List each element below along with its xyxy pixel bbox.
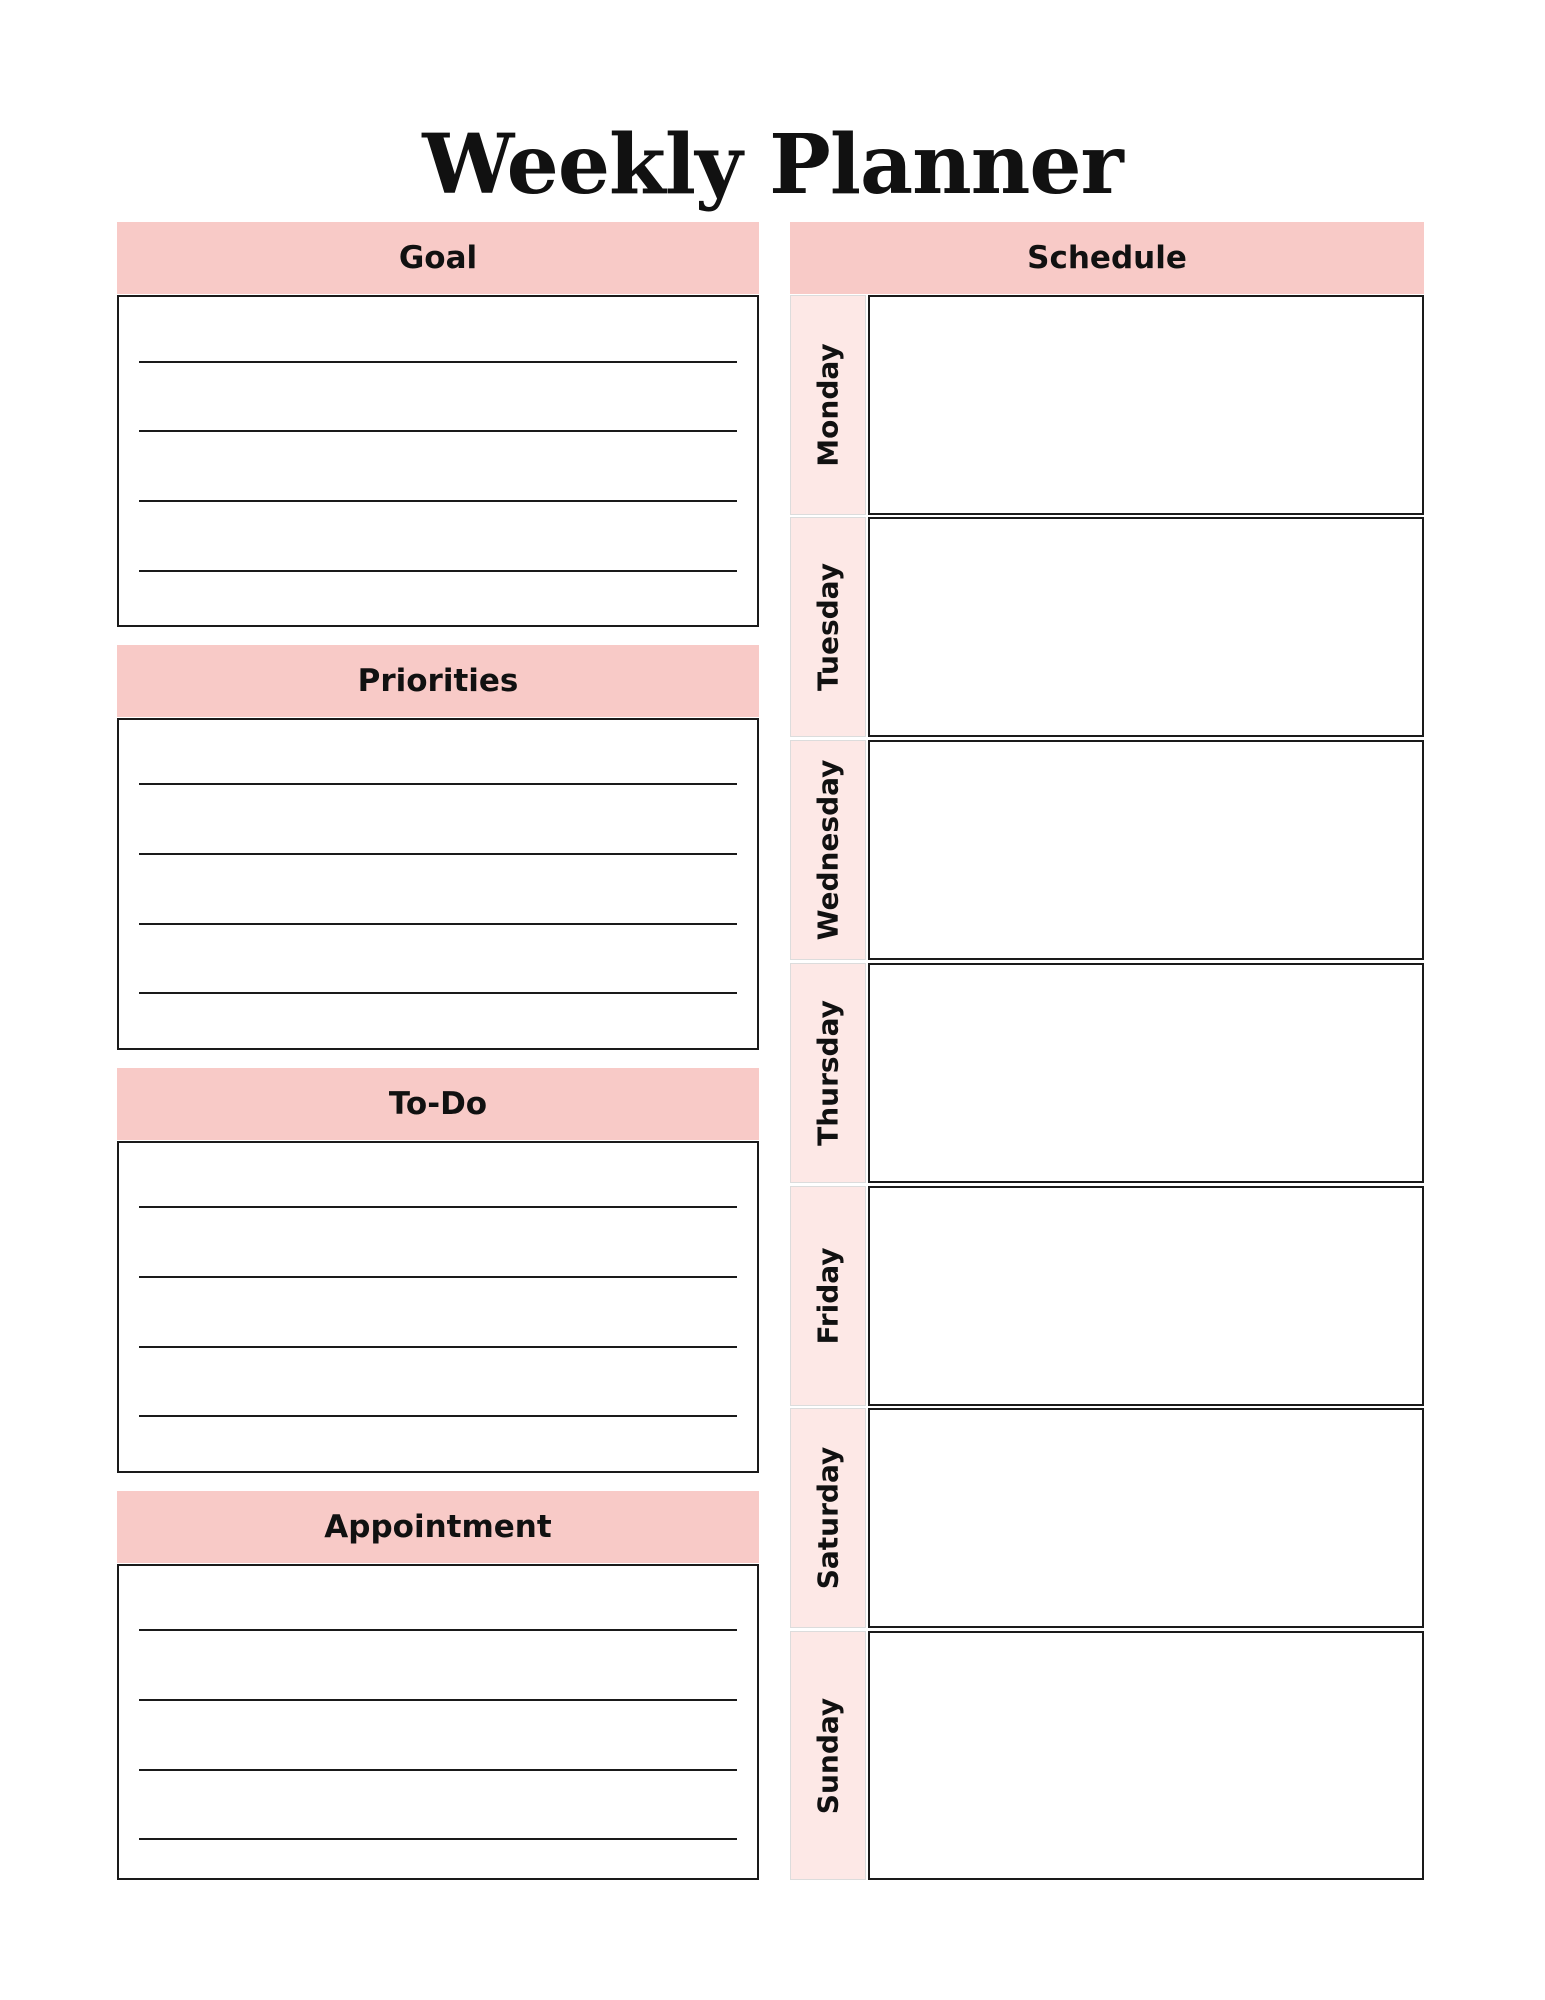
day-label-saturday: Saturday <box>790 1408 866 1628</box>
day-box-thursday[interactable] <box>868 963 1424 1183</box>
goal-box[interactable] <box>117 295 759 627</box>
day-label-tuesday: Tuesday <box>790 517 866 737</box>
day-label-wednesday: Wednesday <box>790 740 866 960</box>
writing-line <box>139 1415 737 1417</box>
writing-line <box>139 783 737 785</box>
day-box-monday[interactable] <box>868 295 1424 515</box>
day-box-sunday[interactable] <box>868 1631 1424 1880</box>
section-header-appointment <box>117 1491 759 1563</box>
writing-line <box>139 853 737 855</box>
writing-line <box>139 1769 737 1771</box>
writing-line <box>139 1838 737 1840</box>
appointment-box[interactable] <box>117 1564 759 1880</box>
writing-line <box>139 923 737 925</box>
writing-line <box>139 570 737 572</box>
day-label-sunday: Sunday <box>790 1631 866 1880</box>
day-box-wednesday[interactable] <box>868 740 1424 960</box>
section-label: Appointment <box>324 1509 552 1545</box>
writing-line <box>139 430 737 432</box>
section-label: Priorities <box>357 663 519 699</box>
writing-line <box>139 1206 737 1208</box>
day-label-thursday: Thursday <box>790 963 866 1183</box>
writing-line <box>139 1629 737 1631</box>
day-box-friday[interactable] <box>868 1186 1424 1406</box>
section-label: To-Do <box>388 1086 488 1122</box>
writing-line <box>139 500 737 502</box>
section-header-goal <box>117 222 759 294</box>
page-title: Weekly Planner <box>422 117 1123 213</box>
todo-box[interactable] <box>117 1141 759 1473</box>
writing-line <box>139 1346 737 1348</box>
section-header-todo <box>117 1068 759 1140</box>
writing-line <box>139 361 737 363</box>
day-box-tuesday[interactable] <box>868 517 1424 737</box>
section-label: Goal <box>398 240 478 276</box>
priorities-box[interactable] <box>117 718 759 1050</box>
section-header-schedule <box>790 222 1424 294</box>
section-header-priorities <box>117 645 759 717</box>
writing-line <box>139 1699 737 1701</box>
day-label-friday: Friday <box>790 1186 866 1406</box>
writing-line <box>139 992 737 994</box>
day-label-monday: Monday <box>790 295 866 515</box>
writing-line <box>139 1276 737 1278</box>
section-label: Schedule <box>1027 240 1187 276</box>
day-box-saturday[interactable] <box>868 1408 1424 1628</box>
